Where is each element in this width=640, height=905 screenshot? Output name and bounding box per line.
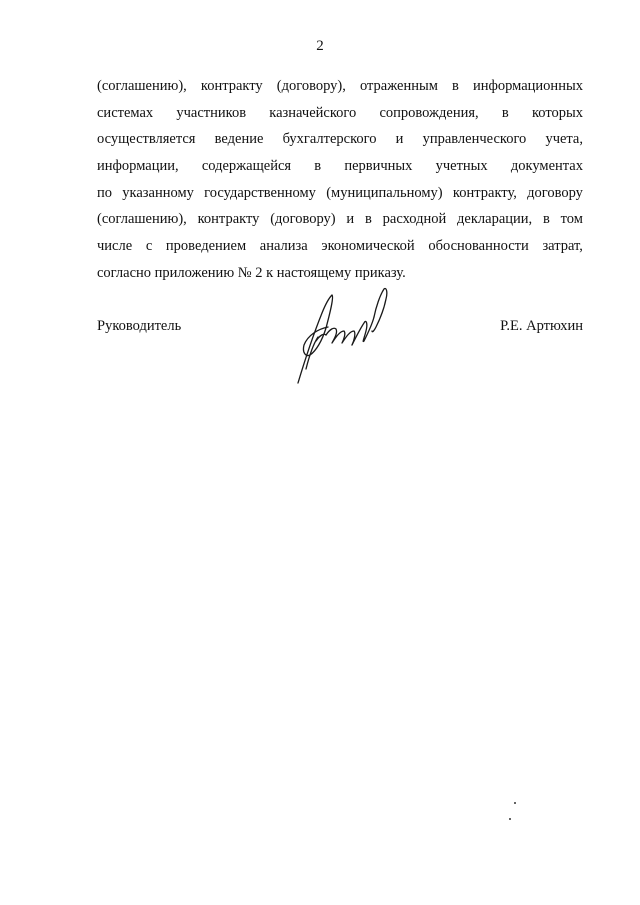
text-word: и [395,131,404,148]
position-title: Руководитель [97,318,182,334]
body-paragraph [97,73,583,287]
text-word: казначейского [269,104,357,121]
text-word: договору [527,184,583,201]
text-word: в [542,211,550,228]
text-word: информационных [472,78,583,94]
text-word: контракту [200,78,263,94]
text-line [97,126,583,153]
text-line [97,100,583,127]
text-word: ведение [214,131,264,148]
text-word: информации, [97,158,179,175]
text-word: (договору), [276,78,346,94]
text-word: в [501,104,509,121]
text-word: управленческого [422,131,527,148]
text-line [97,206,583,233]
text-word: затрат, [542,238,583,255]
page-number: 2 [316,38,324,54]
text-word: с [145,238,153,255]
text-word: по [97,184,113,201]
text-word: системах [97,104,154,121]
text-word: которых [531,104,583,121]
text-word: согласно приложению № 2 к настоящему приказу. [97,264,406,281]
text-word: том [560,211,583,228]
text-word: расходной [382,211,447,228]
text-word: проведением [165,238,247,255]
text-word: осуществляется [97,131,196,148]
text-word: (соглашению), [97,211,187,228]
text-word: документах [510,158,583,175]
text-word: экономической [321,238,415,255]
signer-name: Р.Е. Артюхин [500,318,583,334]
text-word: контракту [197,211,260,228]
handwritten-signature [286,283,396,388]
text-word: обоснованности [428,238,529,255]
text-line [97,73,583,100]
text-word: в [314,158,322,175]
scan-speck [509,818,511,820]
text-word: числе [97,238,133,255]
text-word: содержащейся [201,158,292,175]
text-word: (соглашению), [97,78,187,94]
text-word: сопровождения, [379,104,479,121]
text-word: и [346,211,355,228]
text-word: отраженным [359,78,438,94]
text-word: участников [176,104,247,121]
text-word: учета, [545,131,583,148]
text-word: анализа [259,238,308,255]
text-word: бухгалтерского [282,131,377,148]
text-line [97,153,583,180]
text-word: первичных [344,158,413,175]
text-word: (договору) [270,211,336,228]
text-word: в [452,78,459,94]
scan-speck [514,802,516,804]
text-word: контракту, [452,184,517,201]
text-word: учетных [435,158,488,175]
text-line [97,233,583,260]
text-word: (муниципальному) [326,184,443,201]
text-word: государственному [204,184,316,201]
text-line [97,180,583,207]
text-word: в [364,211,372,228]
text-word: указанному [122,184,194,201]
text-word: декларации, [457,211,533,228]
